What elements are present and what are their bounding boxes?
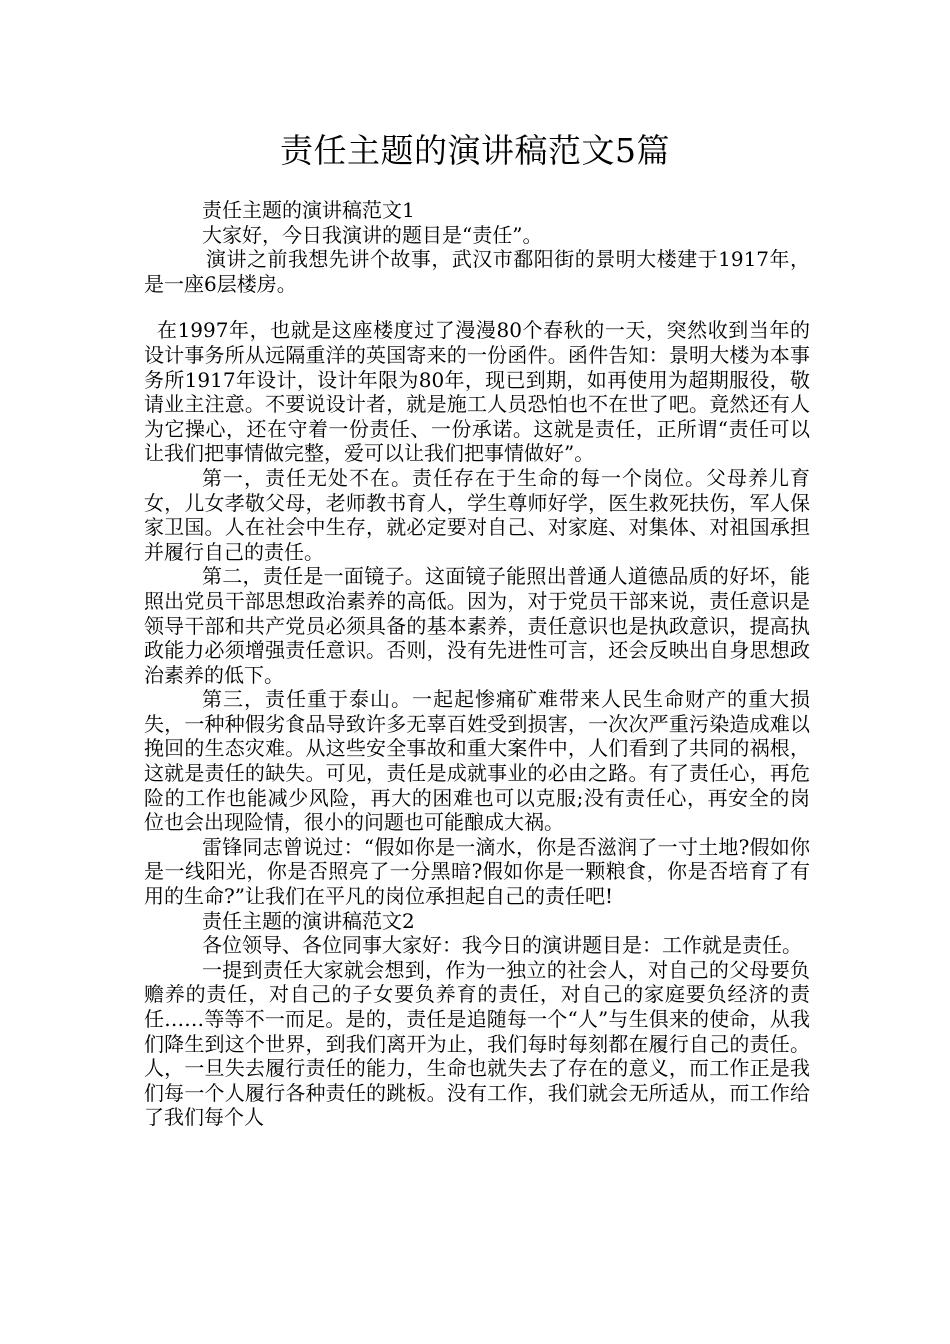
body-paragraph: 第一，责任无处不在。责任存在于生命的每一个岗位。父母养儿育女，儿女孝敬父母，老师教书育人，学生尊师好学，医生救死扶伤，军人保家卫国。人在社会中生存，就必定要对自己、对家庭、对集体、对祖国承担并履行自己的责任。 [144,465,810,564]
body-paragraph: 雷锋同志曾说过：“假如你是一滴水，你是否滋润了一寸土地?假如你是一线阳光，你是否照亮了一分黑暗?假如你是一颗粮食，你是否培育了有用的生命?”让我们在平凡的岗位承担起自己的责任吧! [144,834,810,909]
body-paragraph: 各位领导、各位同事大家好：我今日的演讲题目是：工作就是责任。 [202,933,802,958]
body-paragraph: 第二，责任是一面镜子。这面镜子能照出普通人道德品质的好坏，能照出党员干部思想政治素养的高低。因为，对于党员干部来说，责任意识是领导干部和共产党员必须具备的基本素养，责任意识也是执政意识，提高执政能力必须增强责任意识。否则，没有先进性可言，还会反映出自身思想政治素养的低下。 [144,564,810,687]
body-paragraph: 演讲之前我想先讲个故事，武汉市鄱阳街的景明大楼建于1917年，是一座6层楼房。 [144,247,810,296]
section-heading: 责任主题的演讲稿范文2 [202,908,415,933]
body-paragraph: 大家好，今日我演讲的题目是“责任”。 [202,222,543,247]
document-title: 责任主题的演讲稿范文5篇 [280,131,670,170]
body-paragraph: 一提到责任大家就会想到，作为一独立的社会人，对自己的父母要负赡养的责任，对自己的子女要负养育的责任，对自己的家庭要负经济的责任……等等不一而足。是的，责任是追随每一个“人”与生俱来的使命，从我们降生到这个世界，到我们离开为止，我们每时每刻都在履行自己的责任。人，一旦失去履行责任的能力，生命也就失去了存在的意义，而工作正是我们每一个人履行各种责任的跳板。没有工作，我们就会无所适从，而工作给了我们每个人 [144,957,810,1130]
section-heading: 责任主题的演讲稿范文1 [202,198,415,222]
paragraph-spacer [144,296,810,318]
document-body [144,198,810,1130]
body-paragraph: 第三，责任重于泰山。一起起惨痛矿难带来人民生命财产的重大损失，一种种假劣食品导致许多无辜百姓受到损害，一次次严重污染造成难以挽回的生态灾难。从这些安全事故和重大案件中，人们看到了共同的祸根，这就是责任的缺失。可见，责任是成就事业的必由之路。有了责任心，再危险的工作也能减少风险，再大的困难也可以克服;没有责任心，再安全的岗位也会出现险情，很小的问题也可能酿成大祸。 [144,687,810,835]
body-paragraph: 在1997年，也就是这座楼度过了漫漫80个春秋的一天，突然收到当年的设计事务所从远隔重洋的英国寄来的一份函件。函件告知：景明大楼为本事务所1917年设计，设计年限为80年，现已到期，如再使用为超期服役，敬请业主注意。不要说设计者，就是施工人员恐怕也不在世了吧。竟然还有人为它操心，还在守着一份责任、一份承诺。这就是责任，正所谓“责任可以让我们把事情做完整，爱可以让我们把事情做好”。 [144,318,810,466]
